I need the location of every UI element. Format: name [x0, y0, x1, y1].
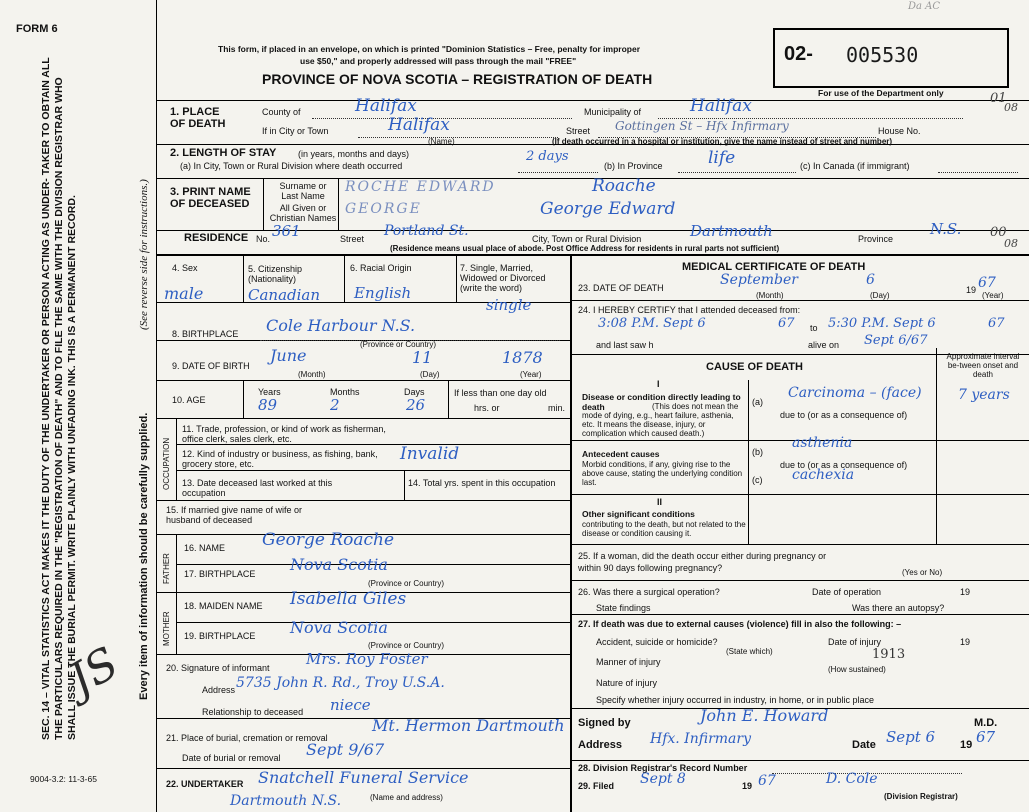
residence-city-label: City, Town or Rural Division: [532, 234, 642, 244]
signoff-date-value: Sept 6: [886, 728, 936, 746]
disease-note: (This does not mean the mode of dying, e.g., heart failure, asthenia, etc. It means the disease, injury, or complication which caused death.): [582, 402, 739, 438]
length-of-stay-label: 2. LENGTH OF STAY: [170, 147, 277, 159]
filed-label: 29. Filed: [578, 781, 615, 791]
city-label: If in City or Town: [262, 126, 329, 136]
burial-place-label: 21. Place of burial, cremation or removal: [166, 733, 328, 743]
father-birthplace-label: 17. BIRTHPLACE: [184, 569, 256, 579]
death-day-sub: (Day): [870, 291, 890, 300]
relationship-label: Relationship to deceased: [202, 707, 304, 717]
autopsy-label: Was there an autopsy?: [852, 603, 945, 613]
municipality-value: Halifax: [690, 96, 752, 116]
operation-date-label: Date of operation: [812, 587, 882, 597]
age-hrs: hrs. or: [474, 403, 500, 413]
reg-prefix: 02-: [784, 43, 813, 65]
cause-a-value: Carcinoma – (face): [788, 385, 922, 401]
dept-code-2: 08: [1004, 101, 1018, 114]
stay-c-label: (c) In Canada (if immigrant): [800, 161, 910, 171]
length-of-stay-sub: (in years, months and days): [298, 149, 410, 159]
age-label: 10. AGE: [172, 395, 206, 405]
informant-label: 20. Signature of informant: [166, 663, 270, 673]
burial-date-label: Date of burial or removal: [182, 753, 281, 763]
registrar-label: (Division Registrar): [884, 792, 958, 801]
age-years-label: Years: [258, 387, 281, 397]
relationship-value: niece: [330, 696, 371, 714]
residence-no-value: 361: [272, 222, 301, 240]
sex-value: male: [164, 284, 204, 303]
mother-bp-sub: (Province or Country): [368, 641, 445, 650]
spouse-label: 15. If married give name of wife or husband of deceased: [166, 505, 303, 525]
dept-code-4: 08: [1004, 237, 1018, 250]
footer-code: 9004-3.2: 11-3-65: [30, 774, 97, 784]
occ-11-label: 11. Trade, profession, or kind of work as fisherman, office clerk, sales clerk, etc.: [182, 424, 386, 444]
antecedent-label: Antecedent causes: [582, 449, 660, 459]
citizenship-label: 5. Citizenship (Nationality): [248, 264, 303, 284]
roman-2: II: [657, 497, 663, 507]
last-saw-date: Sept 6/67: [864, 333, 928, 348]
signoff-address-value: Hfx. Infirmary: [650, 731, 751, 747]
city-value: Halifax: [388, 115, 450, 135]
marital-label: 7. Single, Married, Widowed or Divorced (write the word): [460, 263, 546, 293]
filed-year-prefix: 19: [742, 781, 753, 791]
initials-mark: JS: [60, 637, 128, 706]
how-sustained-sub: (How sustained): [828, 665, 886, 674]
disease-label: Disease or condition directly leading to death: [582, 392, 741, 412]
attended-to-label: to: [810, 323, 818, 333]
father-side-label: FATHER: [162, 553, 171, 584]
age-days-label: Days: [404, 387, 425, 397]
attended-from-year: 67: [778, 316, 795, 331]
death-date-label: 23. DATE OF DEATH: [578, 283, 664, 293]
occ-13-label: 13. Date deceased last worked at this occupation: [182, 478, 333, 498]
birthplace-value: Cole Harbour N.S.: [266, 316, 416, 335]
interval-label: Approximate interval be-tween onset and death: [946, 352, 1020, 379]
dept-code-1: 01: [990, 91, 1007, 106]
birthplace-sub: (Province or Country): [360, 340, 437, 349]
informant-signature: Mrs. Roy Foster: [306, 650, 428, 668]
nature-label: Nature of injury: [596, 678, 658, 688]
burial-place-value: Mt. Hermon Dartmouth: [372, 716, 565, 735]
mother-maiden-label: 18. MAIDEN NAME: [184, 601, 263, 611]
cause-title: CAUSE OF DEATH: [706, 361, 803, 373]
attended-from: 3:08 P.M. Sept 6: [598, 316, 706, 331]
cause-a-marker: (a): [752, 397, 763, 407]
dob-year: 1878: [502, 348, 543, 367]
dob-year-sub: (Year): [520, 370, 542, 379]
signed-by-value: John E. Howard: [700, 706, 829, 725]
dob-label: 9. DATE OF BIRTH: [172, 361, 250, 371]
mother-birthplace-value: Nova Scotia: [290, 618, 388, 637]
injury-date-label: Date of injury: [828, 637, 882, 647]
given-cross: GEORGE: [345, 201, 422, 217]
signoff-year-prefix: 19: [960, 739, 973, 751]
injury-year: 19: [960, 637, 971, 647]
undertaker-sub: (Name and address): [370, 793, 443, 802]
informant-address-label: Address: [202, 685, 236, 695]
filed-date: Sept 8: [640, 771, 686, 787]
cause-c-marker: (c): [752, 475, 763, 485]
street-label: Street: [566, 126, 591, 136]
form-title: PROVINCE OF NOVA SCOTIA – REGISTRATION OF DEATH: [262, 71, 653, 87]
external-label: 27. If death was due to external causes (violence) fill in also the following: –: [578, 619, 902, 629]
other-label: Other significant conditions: [582, 509, 695, 519]
dob-month-sub: (Month): [298, 370, 326, 379]
state-which-sub: (State which): [726, 647, 773, 656]
signed-by-label: Signed by: [578, 717, 631, 729]
stay-a-label: (a) In City, Town or Rural Division where death occurred: [180, 161, 403, 171]
given-label: All Given or Christian Names: [269, 203, 337, 223]
residence-province-value: N.S.: [930, 220, 962, 238]
age-years: 89: [258, 396, 278, 414]
supply-note: Every item of information should be carefully supplied.: [138, 412, 150, 700]
age-days: 26: [406, 396, 426, 414]
age-months-label: Months: [330, 387, 360, 397]
mother-maiden-value: Isabella Giles: [290, 589, 407, 609]
reg-number: 005530: [846, 43, 919, 67]
attended-label: 24. I HEREBY CERTIFY that I attended deceased from:: [578, 305, 801, 315]
medical-title: MEDICAL CERTIFICATE OF DEATH: [682, 261, 866, 273]
cause-c-value: cachexia: [792, 467, 855, 483]
house-label: House No.: [878, 126, 921, 136]
specify-label: Specify whether injury occurred in industry, in home, or in public place: [596, 695, 874, 705]
county-label: County of: [262, 107, 301, 117]
informant-address-value: 5735 John R. Rd., Troy U.S.A.: [236, 675, 445, 691]
surname-value: Roache: [592, 176, 656, 196]
form-number: FORM 6: [16, 23, 58, 35]
registrar-signature: D. Cole: [826, 771, 878, 787]
stay-b-value: life: [708, 148, 736, 168]
attended-to: 5:30 P.M. Sept 6: [828, 316, 936, 331]
signoff-year-value: 67: [976, 728, 996, 746]
dob-month: June: [270, 346, 307, 365]
undertaker-value-2: Dartmouth N.S.: [230, 793, 342, 809]
father-name-value: George Roache: [262, 530, 395, 550]
residence-no-label: No.: [256, 234, 271, 244]
manner-value: 1913: [872, 647, 906, 662]
burial-date-value: Sept 9/67: [306, 740, 385, 759]
father-bp-sub: (Province or Country): [368, 579, 445, 588]
occ-14-label: 14. Total yrs. spent in this occupation: [408, 478, 556, 488]
racial-value: English: [354, 284, 412, 302]
due-to-b: due to (or as a consequence of): [780, 460, 908, 470]
findings-label: State findings: [596, 603, 651, 613]
father-birthplace-value: Nova Scotia: [290, 555, 388, 574]
alive-on-label: alive on: [808, 340, 840, 350]
accident-label: Accident, suicide or homicide?: [596, 637, 718, 647]
residence-city-value: Dartmouth: [690, 222, 773, 240]
residence-note: (Residence means usual place of abode. Post Office Address for residents in rural parts not sufficient): [390, 244, 780, 253]
yes-no-sub: (Yes or No): [902, 568, 943, 577]
marital-value: single: [486, 296, 532, 314]
mail-note-2: use $50," and properly addressed will pass through the mail "FREE": [300, 56, 577, 66]
dob-day-sub: (Day): [420, 370, 440, 379]
residence-street-value: Portland St.: [384, 223, 469, 239]
surname-cross: ROCHE EDWARD: [345, 179, 496, 195]
death-year-prefix: 19: [966, 285, 977, 295]
occupation-side-label: OCCUPATION: [162, 437, 171, 490]
operation-year: 19: [960, 587, 971, 597]
citizenship-value: Canadian: [248, 286, 321, 304]
stay-b-label: (b) In Province: [604, 161, 663, 171]
hospital-note: (If death occurred in a hospital or institution, give the name instead of street and number): [552, 137, 893, 146]
name-label: 3. PRINT NAME OF DECEASED: [170, 186, 251, 210]
undertaker-label: 22. UNDERTAKER: [166, 779, 244, 789]
death-year: 67: [978, 275, 996, 291]
manner-label: Manner of injury: [596, 657, 661, 667]
residence-street-label: Street: [340, 234, 365, 244]
roman-1: I: [657, 379, 660, 389]
death-month-sub: (Month): [756, 291, 784, 300]
surname-label: Surname or Last Name: [279, 181, 327, 201]
dept-use-label: For use of the Department only: [818, 88, 944, 98]
cause-b-marker: (b): [752, 447, 763, 457]
pregnancy-label: 25. If a woman, did the death occur either during pregnancy or within 90 days following pregnancy?: [578, 551, 827, 573]
last-saw-label: and last saw h: [596, 340, 654, 350]
dept-code-3: 00: [990, 225, 1007, 240]
place-of-death-label: 1. PLACE OF DEATH: [170, 106, 226, 130]
age-min: min.: [548, 403, 566, 413]
cause-b-value: asthenia: [792, 435, 853, 451]
md-label: M.D.: [974, 717, 998, 729]
filed-year: 67: [758, 773, 776, 789]
mail-note-1: This form, if placed in an envelope, on which is printed "Dominion Statistics – Free, penalty for improper: [218, 44, 641, 54]
reverse-note: (See reverse side for instructions.): [138, 179, 150, 330]
dob-day: 11: [412, 348, 433, 367]
death-day: 6: [866, 272, 875, 288]
undertaker-value: Snatchell Funeral Service: [258, 768, 469, 787]
attended-to-year: 67: [988, 316, 1005, 331]
age-months: 2: [330, 396, 340, 414]
residence-label: RESIDENCE: [184, 232, 249, 244]
mother-birthplace-label: 19. BIRTHPLACE: [184, 631, 256, 641]
record-number-label: 28. Division Registrar's Record Number: [578, 763, 748, 773]
stay-a-value: 2 days: [526, 149, 569, 164]
name-sub: (Name): [428, 137, 455, 146]
death-month: September: [720, 272, 798, 288]
interval-a-value: 7 years: [958, 387, 1010, 403]
county-value: Halifax: [355, 96, 417, 116]
antecedent-note: Morbid conditions, if any, giving rise to the above cause, stating the underlying condition last.: [582, 460, 743, 487]
occ-12-label: 12. Kind of industry or business, as fishing, bank, grocery store, etc.: [182, 449, 378, 469]
operation-label: 26. Was there a surgical operation?: [578, 587, 720, 597]
occ-12-value: Invalid: [400, 444, 460, 464]
statute-text: SEC. 14 – VITAL STATISTICS ACT MAKES IT THE DUTY OF THE UNDERTAKER OR PERSON ACTING AS UNDER- TAKER TO OBTAIN ALL THE PARTICULARS REQUIRED IN THE "REGISTRATION OF DEATH" AND TO FILE THE SAME WITH THE DIVISION REGISTRAR WHO SHALL ISSUE THE BURIAL PERMIT. WRITE PLAINLY WITH UNFADING INK. THIS IS A PERMANENT RECORD.: [40, 57, 78, 740]
father-name-label: 16. NAME: [184, 543, 226, 553]
age-less-day: If less than one day old: [454, 388, 547, 398]
signoff-date-label: Date: [852, 739, 876, 751]
birthplace-label: 8. BIRTHPLACE: [172, 329, 239, 339]
given-value: George Edward: [540, 199, 676, 219]
due-to-a: due to (or as a consequence of): [780, 410, 908, 420]
other-note: contributing to the death, but not related to the disease or condition causing it.: [582, 520, 746, 538]
corner-mark: Da AC: [908, 1, 941, 12]
street-value: Gottingen St – Hfx Infirmary: [615, 119, 789, 133]
racial-label: 6. Racial Origin: [350, 263, 412, 273]
residence-province-label: Province: [858, 234, 894, 244]
mother-side-label: MOTHER: [162, 611, 171, 646]
death-year-sub: (Year): [982, 291, 1004, 300]
sex-label: 4. Sex: [172, 263, 198, 273]
municipality-label: Municipality of: [584, 107, 642, 117]
signoff-address-label: Address: [578, 739, 623, 751]
